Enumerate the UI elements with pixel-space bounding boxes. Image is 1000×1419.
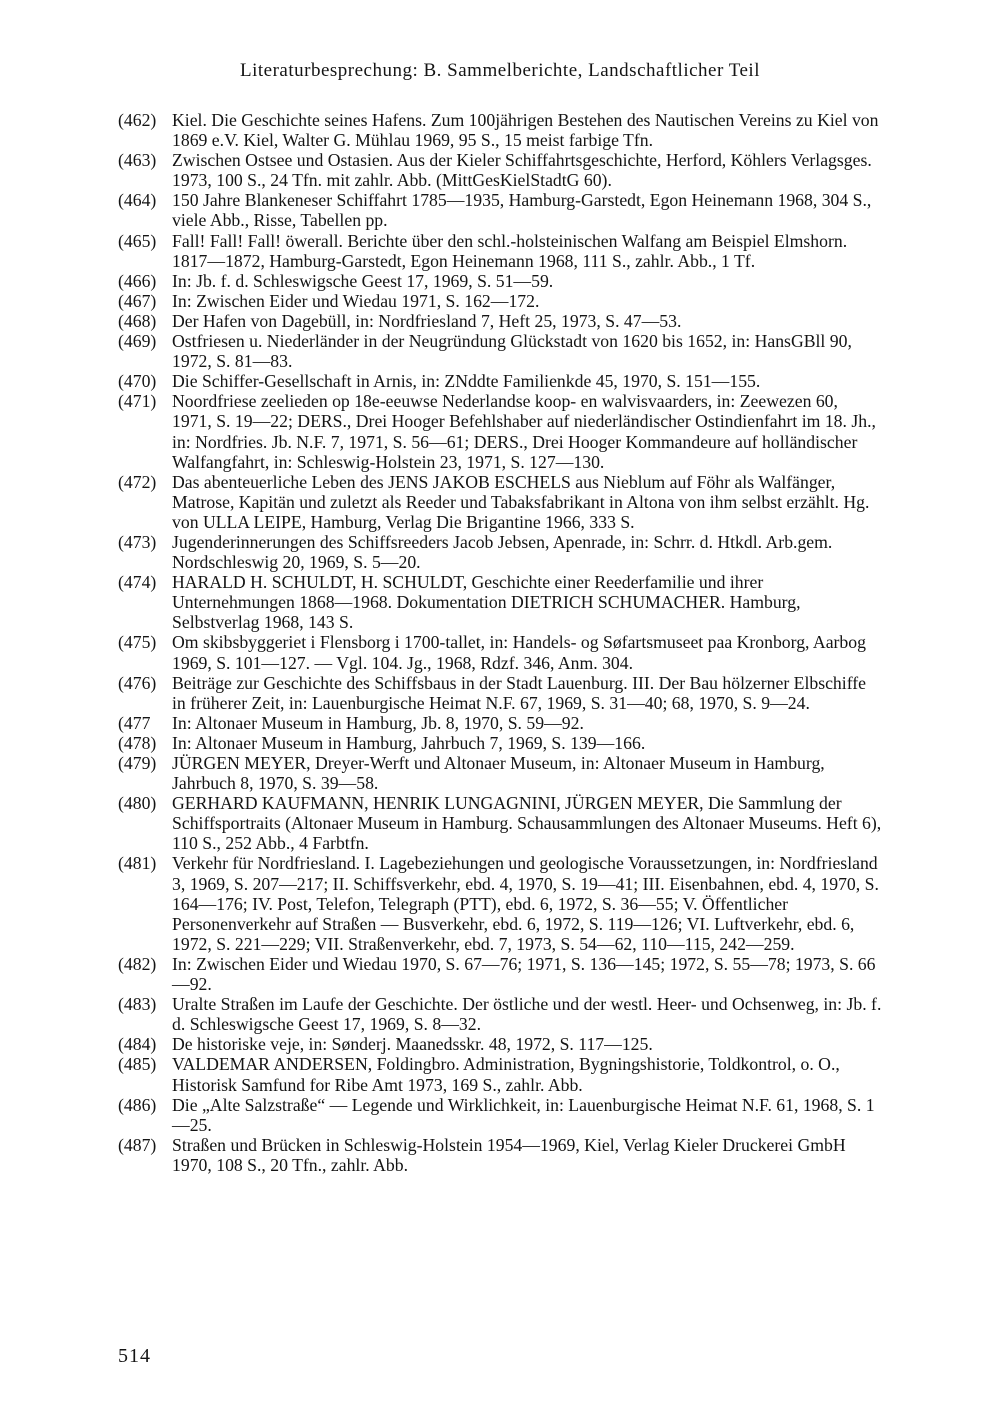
entry-number: (468) — [118, 310, 157, 331]
bibliography-entry — [118, 110, 882, 150]
entry-number: (471) — [118, 391, 157, 412]
entry-number: (469) — [118, 331, 157, 352]
bibliography-entry — [118, 632, 882, 672]
entry-number: (486) — [118, 1094, 157, 1115]
entry-text: De historiske veje, in: Sønderj. Maanedsskr. 48, 1972, S. 117—125. — [172, 1034, 653, 1055]
bibliography-entry — [118, 311, 882, 331]
entry-text: Kiel. Die Geschichte seines Hafens. Zum 100jährigen Bestehen des Nautischen Vereins zu Kiel von 1869 e.V. Kiel, Walter G. Mühlau 1969, 95 S., 15 meist farbige Tfn. — [172, 110, 879, 151]
entry-text: VALDEMAR ANDERSEN, Foldingbro. Administration, Bygningshistorie, Toldkontrol, o. O., Historisk Samfund for Ribe Amt 1973, 169 S., zahlr. Abb. — [172, 1054, 840, 1095]
bibliography-entry — [118, 733, 882, 753]
bibliography-entry — [118, 954, 882, 994]
entry-number: (465) — [118, 230, 157, 251]
entry-number: (477 — [118, 712, 151, 733]
entry-text: In: Zwischen Eider und Wiedau 1970, S. 67—76; 1971, S. 136—145; 1972, S. 55—78; 1973, S. 66—92. — [172, 953, 876, 995]
entry-text: In: Zwischen Eider und Wiedau 1971, S. 162—172. — [172, 290, 540, 311]
bibliography-entry — [118, 1034, 882, 1054]
entry-number: (466) — [118, 270, 157, 291]
bibliography-entry — [118, 331, 882, 371]
bibliography-entry — [118, 371, 882, 391]
bibliography-entry — [118, 190, 882, 230]
bibliography-entry — [118, 1135, 882, 1175]
entry-text: Ostfriesen u. Niederländer in der Neugründung Glückstadt von 1620 bis 1652, in: HansGBll 90, 1972, S. 81—83. — [172, 331, 852, 372]
entry-number: (475) — [118, 632, 157, 653]
entry-number: (479) — [118, 753, 157, 773]
bibliography-entry — [118, 1095, 882, 1135]
entry-text: HARALD H. SCHULDT, H. SCHULDT, Geschichte einer Reederfamilie und ihrer Unternehmungen 1868—1968. Dokumentation DIETRICH SCHUMACHER. Hamburg, Selbstverlag 1968, 143 S. — [172, 572, 801, 633]
entry-text: Noordfriese zeelieden op 18e-eeuwse Nederlandse koop- en walvisvaarders, in: Zeewezen 60, 1971, S. 19—22; DERS., Drei Hooger Befehlshaber auf niederländischer Ostindienfahrt im 18. Jh., in: Nordfries. Jb. N.F. 7, 1971, S. 56—61; DERS., Drei Hooger Kommandeure auf holländischer Walfangfahrt, in: Schleswig-Holstein 23, 1971, S. 127—130. — [172, 391, 876, 472]
entry-text: JÜRGEN MEYER, Dreyer-Werft und Altonaer Museum, in: Altonaer Museum in Hamburg, Jahrbuch 8, 1970, S. 39—58. — [172, 753, 825, 794]
entry-number: (464) — [118, 190, 157, 211]
entry-text: Zwischen Ostsee und Ostasien. Aus der Kieler Schiffahrtsgeschichte, Herford, Köhlers Verlagsges. 1973, 100 S., 24 Tfn. mit zahlr. Abb. (MittGesKielStadtG 60). — [172, 150, 872, 191]
entry-number: (478) — [118, 732, 157, 753]
entry-number: (467) — [118, 290, 157, 311]
entry-text: In: Jb. f. d. Schleswigsche Geest 17, 1969, S. 51—59. — [172, 270, 554, 291]
bibliography-entry — [118, 673, 882, 713]
entry-number: (485) — [118, 1054, 157, 1075]
page-number: 514 — [118, 1345, 151, 1367]
bibliography-entry — [118, 271, 882, 291]
entry-number: (482) — [118, 953, 157, 974]
entry-text: In: Altonaer Museum in Hamburg, Jb. 8, 1970, S. 59—92. — [172, 712, 584, 733]
entry-text: Das abenteuerliche Leben des JENS JAKOB ESCHELS aus Nieblum auf Föhr als Walfänger, Matrose, Kapitän und zuletzt als Reeder und Tabaksfabrikant in Altona von ihm selbst erzählt. Hg. von ULLA LEIPE, Hamburg, Verlag Die Brigantine 1966, 333 S. — [172, 471, 870, 532]
entry-number: (463) — [118, 150, 157, 171]
running-header: Literaturbesprechung: B. Sammelberichte, Landschaftlicher Teil — [240, 60, 760, 81]
entry-text: Jugenderinnerungen des Schiffsreeders Jacob Jebsen, Apenrade, in: Schrr. d. Htkdl. Arb.gem. Nordschleswig 20, 1969, S. 5—20. — [172, 531, 833, 573]
bibliography-entry — [118, 994, 882, 1034]
entry-text: Om skibsbyggeriet i Flensborg i 1700-tallet, in: Handels- og Søfartsmuseet paa Kronborg, Aarbog 1969, S. 101—127. — Vgl. 104. Jg., 1968, Rdzf. 346, Anm. 304. — [172, 632, 866, 673]
entry-number: (470) — [118, 371, 157, 392]
entry-number: (474) — [118, 572, 157, 593]
bibliography-entry — [118, 150, 882, 190]
bibliography-entry — [118, 572, 882, 632]
entry-number: (473) — [118, 531, 157, 552]
bibliography-entry — [118, 753, 882, 793]
bibliography-entry — [118, 532, 882, 572]
entry-text: Uralte Straßen im Laufe der Geschichte. Der östliche und der westl. Heer- und Ochsenweg, in: Jb. f. d. Schleswigsche Geest 17, 1969, S. 8—32. — [172, 994, 882, 1035]
entry-number: (481) — [118, 853, 157, 874]
entry-number: (480) — [118, 793, 157, 814]
entry-number: (484) — [118, 1034, 157, 1055]
bibliography-entry — [118, 231, 882, 271]
entry-number: (487) — [118, 1134, 157, 1155]
bibliography-entry — [118, 472, 882, 532]
entry-text: 150 Jahre Blankeneser Schiffahrt 1785—1935, Hamburg-Garstedt, Egon Heinemann 1968, 304 S., viele Abb., Risse, Tabellen pp. — [172, 190, 872, 231]
entry-text: Fall! Fall! Fall! öwerall. Berichte über den schl.-holsteinischen Walfang am Beispiel Elmshorn. 1817—1872, Hamburg-Garstedt, Egon Heinemann 1968, 111 S., zahlr. Abb., 1 Tf. — [172, 230, 848, 271]
bibliography-entry — [118, 713, 882, 733]
entry-text: In: Altonaer Museum in Hamburg, Jahrbuch 7, 1969, S. 139—166. — [172, 732, 646, 753]
entry-number: (462) — [118, 110, 157, 130]
entry-number: (472) — [118, 471, 157, 492]
bibliography-entry — [118, 793, 882, 853]
entry-text: Beiträge zur Geschichte des Schiffsbaus in der Stadt Lauenburg. III. Der Bau hölzerner Elbschiffe in früherer Zeit, in: Lauenburgische Heimat N.F. 67, 1969, S. 31—40; 68, 1970, S. 9—24. — [172, 672, 867, 713]
entry-text: Verkehr für Nordfriesland. I. Lagebeziehungen und geologische Voraussetzungen, in: Nordfriesland 3, 1969, S. 207—217; II. Schiffsverkehr, ebd. 4, 1970, S. 19—41; III. Eisenbahnen, ebd. 4, 1970, S. 164—176; IV. Post, Telefon, Telegraph (PTT), ebd. 6, 1972, S. 36—55; V. Öffentlicher Personenverkehr auf Straßen — Busverkehr, ebd. 6, 1972, S. 119—126; VI. Luftverkehr, ebd. 6, 1972, S. 221—229; VII. Straßenverkehr, ebd. 7, 1973, S. 54—62, 110—115, 242—259. — [172, 853, 879, 954]
entry-text: Der Hafen von Dagebüll, in: Nordfriesland 7, Heft 25, 1973, S. 47—53. — [172, 310, 682, 331]
bibliography-entry — [118, 291, 882, 311]
bibliography-list — [118, 110, 882, 1175]
bibliography-entry — [118, 853, 882, 953]
entry-text: GERHARD KAUFMANN, HENRIK LUNGAGNINI, JÜRGEN MEYER, Die Sammlung der Schiffsportraits (Altonaer Museum in Hamburg. Schausammlungen des Altonaer Museums. Heft 6), 110 S., 252 Abb., 4 Farbtfn. — [172, 793, 882, 854]
entry-text: Die Schiffer-Gesellschaft in Arnis, in: ZNddte Familienkde 45, 1970, S. 151—155. — [172, 371, 761, 392]
entry-text: Die „Alte Salzstraße“ — Legende und Wirklichkeit, in: Lauenburgische Heimat N.F. 61, 1968, S. 1—25. — [172, 1094, 875, 1135]
bibliography-entry — [118, 391, 882, 471]
bibliography-entry — [118, 1054, 882, 1094]
entry-number: (483) — [118, 994, 157, 1015]
entry-text: Straßen und Brücken in Schleswig-Holstein 1954—1969, Kiel, Verlag Kieler Druckerei GmbH 1970, 108 S., 20 Tfn., zahlr. Abb. — [172, 1134, 846, 1175]
entry-number: (476) — [118, 672, 157, 693]
